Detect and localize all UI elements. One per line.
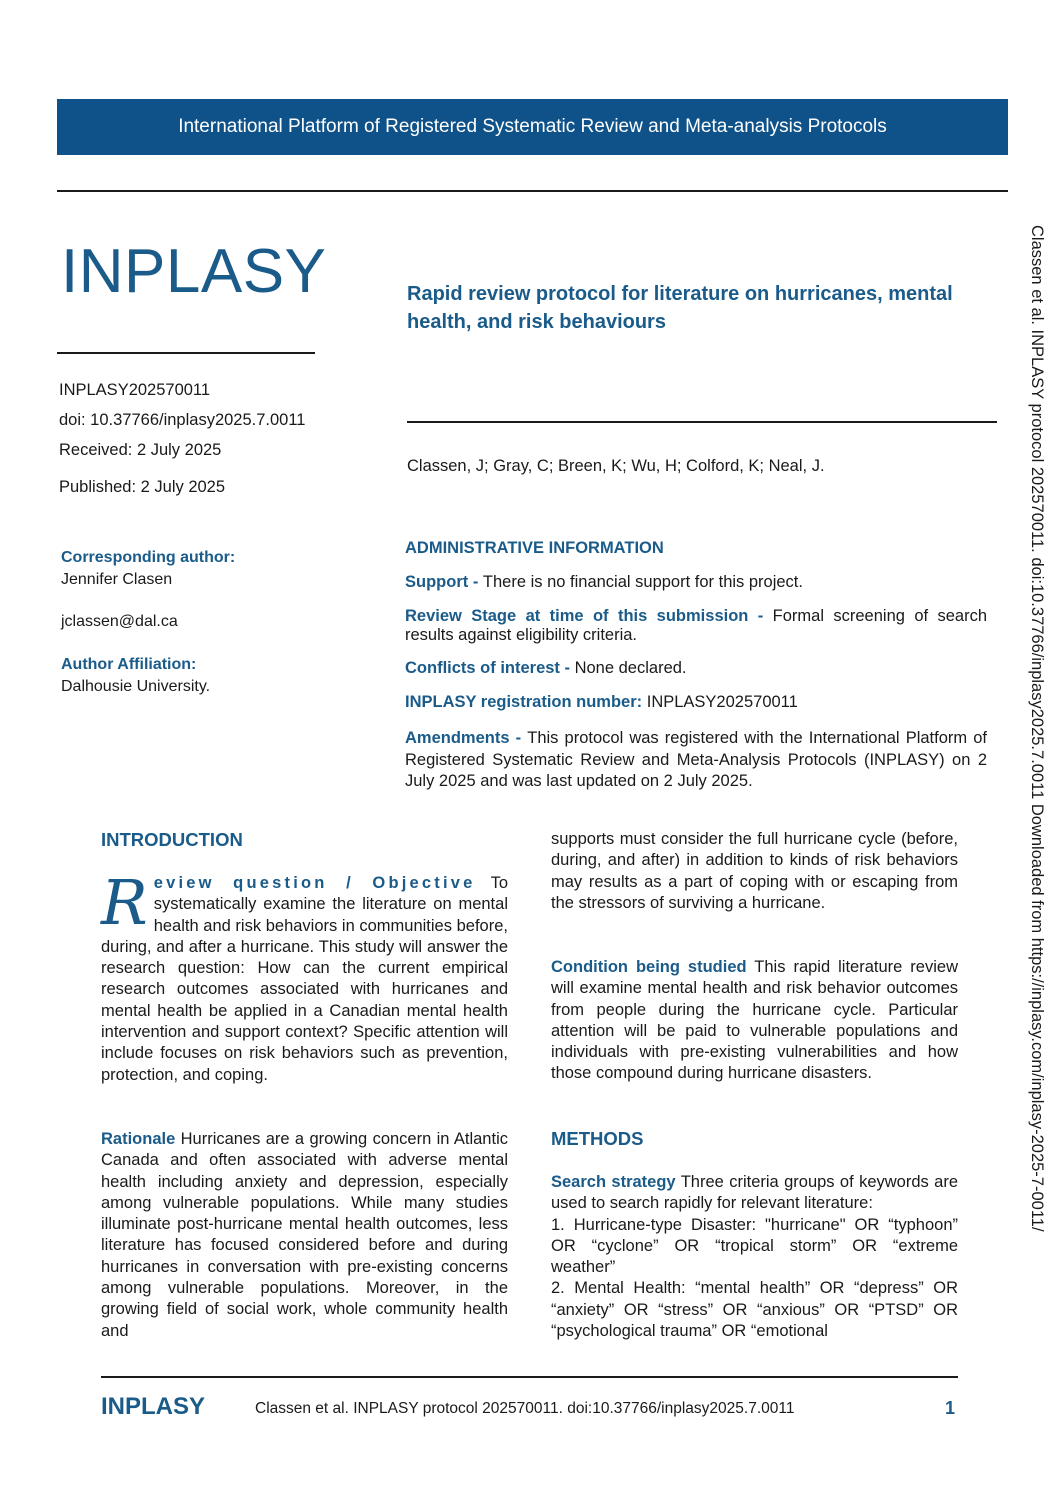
footer-rule — [101, 1376, 958, 1378]
corresponding-author-name: Jennifer Clasen — [61, 571, 173, 588]
registration-id: INPLASY202570011 — [59, 381, 211, 399]
continued-paragraph: supports must consider the full hurricane cycle (before, during, and after) in addition to kinds of risk behaviors may results as a part of coping with or escaping from the stressors of surviving a hurricane. — [551, 830, 958, 912]
support-label: Support - — [405, 573, 483, 591]
footer-citation: Classen et al. INPLASY protocol 202570011. doi:10.37766/inplasy2025.7.0011 — [255, 1400, 795, 1417]
admin-heading: ADMINISTRATIVE INFORMATION — [405, 539, 664, 557]
registration-text: INPLASY202570011 — [646, 693, 798, 711]
corresponding-author-label — [61, 549, 235, 567]
support-text: There is no financial support for this project. — [482, 573, 803, 591]
inplasy-logo: INPLASY — [61, 237, 327, 306]
doi-text: doi: 10.37766/inplasy2025.7.0011 — [59, 411, 306, 429]
keyword-group-2: 2. Mental Health: “mental health” OR “depress” OR “anxiety” OR “stress” OR “anxious” OR “PTSD” OR “psychological trauma” OR “emotional — [551, 1279, 958, 1341]
footer-logo: INPLASY — [101, 1393, 206, 1420]
logo-rule — [57, 352, 315, 354]
published-date: Published: 2 July 2025 — [59, 478, 226, 496]
vertical-citation — [1022, 225, 1050, 1335]
amendments-text: This protocol was registered with the International Platform of Registered Systematic Review and Meta-Analysis Protocols (INPLASY) on 2 July 2025 and was last updated on 2 July 2025. — [405, 729, 988, 790]
corresponding-author-heading: Corresponding author: — [61, 549, 236, 566]
banner-text: International Platform of Registered Systematic Review and Meta-analysis Protocols — [178, 116, 887, 137]
rationale-label: Rationale — [101, 1130, 176, 1148]
conflicts-label: Conflicts of interest - — [405, 659, 575, 677]
stage-text: Formal screening of search results against eligibility criteria. — [405, 607, 988, 644]
condition-text: This rapid literature review will examine mental health and risk behavior outcomes from people during the hurricane cycle. Particular attention will be paid to vulnerable populations and individuals with pre-existing vulnerabilities and how those compound during hurricane disasters. — [551, 958, 958, 1083]
affiliation-label — [61, 656, 196, 674]
search-strategy-text: Three criteria groups of keywords are used to search rapidly for relevant literature: — [551, 1173, 958, 1213]
header-rule — [57, 190, 1008, 192]
rationale-paragraph — [101, 1129, 508, 1342]
title-rule — [407, 421, 997, 423]
header-banner — [57, 99, 1008, 155]
methods-heading: METHODS — [551, 1128, 644, 1149]
author-email[interactable]: jclassen@dal.ca — [61, 613, 178, 630]
condition-label: Condition being studied — [551, 958, 747, 976]
dropcap-letter: R — [101, 866, 148, 939]
review-question-label: eview question / Objective — [153, 874, 476, 892]
author-list: Classen, J; Gray, C; Breen, K; Wu, H; Colford, K; Neal, J. — [407, 457, 825, 475]
admin-amendments — [405, 728, 987, 793]
search-strategy-paragraph — [551, 1172, 958, 1342]
review-question-text: To systematically examine the literature on mental health and risk behaviors in communities before, during, and after a hurricane. This study will answer the research question: How can the current empirical research outcomes associated with hurricanes and mental health be applied in a Canadian mental health intervention and support context? Specific attention will include focuses on risk behaviors such as prevention, protection, and coping. — [101, 874, 508, 1084]
conflicts-text: None declared. — [574, 659, 687, 677]
stage-label: Review Stage at time of this submission - — [405, 607, 773, 625]
review-question-paragraph — [101, 866, 508, 1086]
paper-title: Rapid review protocol for literature on hurricanes, mental health, and risk behaviours — [407, 283, 953, 333]
registration-label: INPLASY registration number: — [405, 693, 647, 711]
page-number: 1 — [945, 1398, 956, 1418]
received-date: Received: 2 July 2025 — [59, 441, 222, 459]
rationale-text: Hurricanes are a growing concern in Atlantic Canada and often associated with adverse mental health including anxiety and depression, especially among vulnerable populations. While many studies illuminate post-hurricane mental health outcomes, less literature has focused considered before and during hurricanes in conversation with pre-existing concerns among vulnerable populations. Moreover, in the growing field of social work, whole community health and — [101, 1130, 508, 1340]
search-strategy-label: Search strategy — [551, 1173, 676, 1191]
keyword-group-1: 1. Hurricane-type Disaster: "hurricane" OR “typhoon” OR “cyclone” OR “tropical storm” OR “extreme weather” — [551, 1215, 958, 1277]
amendments-label: Amendments - — [405, 729, 528, 747]
affiliation-text: Dalhousie University. — [61, 678, 211, 695]
admin-registration — [405, 693, 987, 712]
condition-paragraph — [551, 957, 958, 1085]
admin-conflicts — [405, 659, 987, 678]
affiliation-heading: Author Affiliation: — [61, 656, 197, 673]
introduction-heading: INTRODUCTION — [101, 829, 243, 850]
admin-stage — [405, 607, 987, 645]
vertical-citation-text: Classen et al. INPLASY protocol 202570011. doi:10.37766/inplasy2025.7.0011 Downloaded from https://inplasy.com/inplasy-2025-7-0011/ — [1028, 225, 1046, 1232]
admin-support — [405, 573, 987, 592]
